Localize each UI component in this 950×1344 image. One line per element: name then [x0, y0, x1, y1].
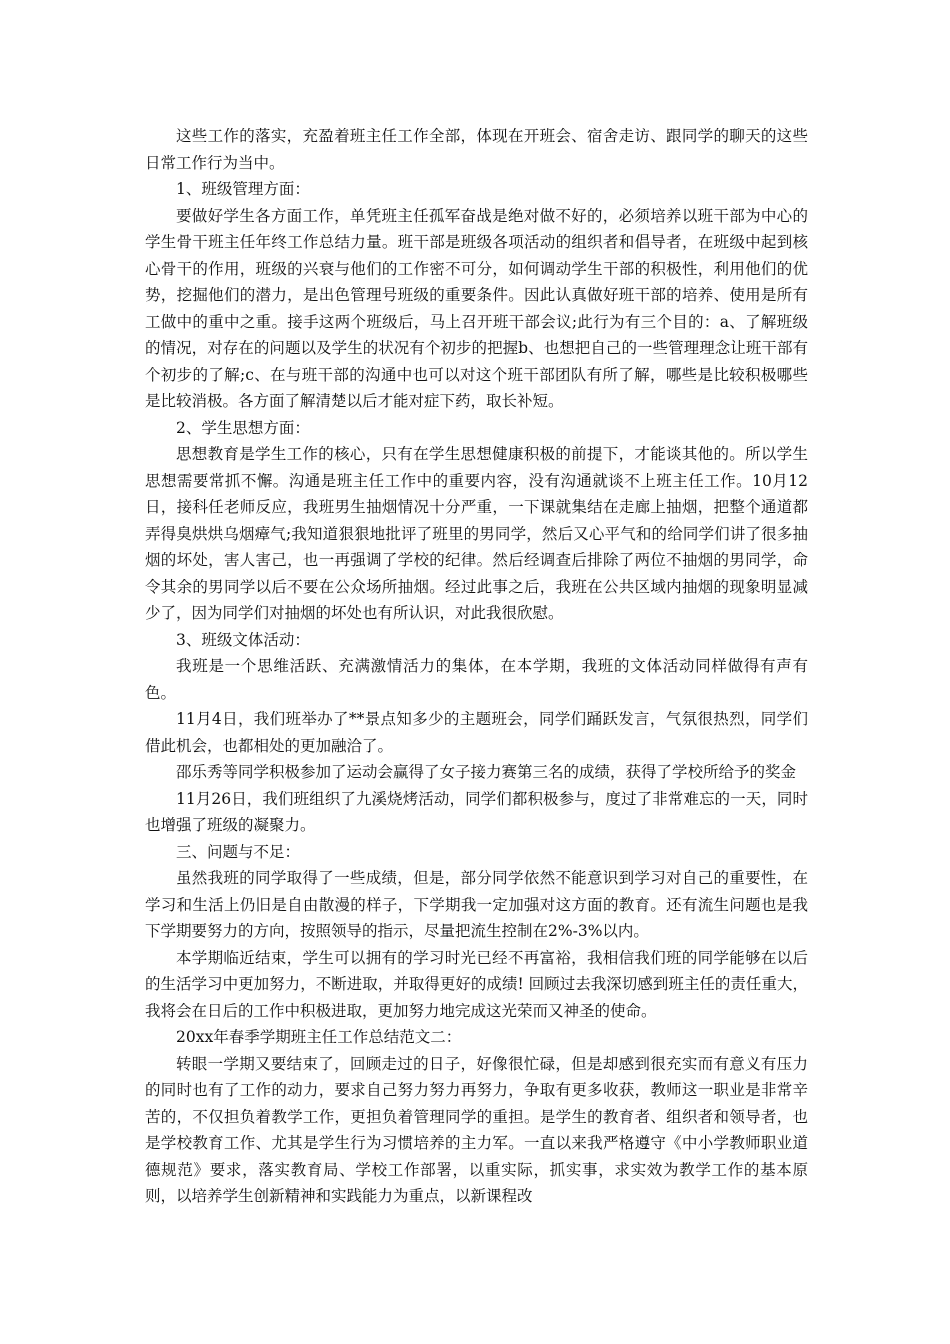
paragraph: 虽然我班的同学取得了一些成绩，但是，部分同学依然不能意识到学习对自己的重要性，在学习和生活上仍旧是自由散漫的样子，下学期我一定加强对这方面的教育。还有流生问题也是我下学期要努力的方向，按照领导的指示，尽量把流生控制在2%-3%以内。 — [145, 869, 808, 940]
paragraph: 本学期临近结束，学生可以拥有的学习时光已经不再富裕，我相信我们班的同学能够在以后的生活学习中更加努力，不断进取，并取得更好的成绩! 回顾过去我深切感到班主任的责任重大，我将会在日后的工作中积极进取，更加努力地完成这光荣而又神圣的使命。 — [145, 948, 808, 1020]
paragraph: 思想教育是学生工作的核心，只有在学生思想健康积极的前提下，才能谈其他的。所以学生思想需要常抓不懈。沟通是班主任工作中的重要内容，没有沟通就谈不上班主任工作。10月12日，接科任老师反应，我班男生抽烟情况十分严重，一下课就集结在走廊上抽烟，把整个通道都弄得臭烘烘乌烟瘴气;我知道狠狠地批评了班里的男同学，然后又心平气和的给同学们讲了很多抽烟的坏处，害人害己，也一再强调了学校的纪律。然后经调查后排除了两位不抽烟的男同学，命令其余的男同学以后不要在公众场所抽烟。经过此事之后，我班在公共区域内抽烟的现象明显减少了，因为同学们对抽烟的坏处也有所认识，对此我很欣慰。 — [145, 445, 808, 622]
section-heading-problems: 三、问题与不足： — [176, 842, 301, 861]
paragraph: 我班是一个思维活跃、充满激情活力的集体，在本学期，我班的文体活动同样做得有声有色。 — [145, 657, 808, 702]
section-heading-class-management: 1、班级管理方面： — [176, 180, 310, 198]
section-heading-sample-two: 20xx年春季学期班主任工作总结范文二： — [176, 1028, 462, 1046]
paragraph: 邵乐秀等同学积极参加了运动会赢得了女子接力赛第三名的成绩，获得了学校所给予的奖金 — [176, 763, 797, 781]
paragraph: 转眼一学期又要结束了，回顾走过的日子，好像很忙碌，但是却感到很充实而有意义有压力的同时也有了工作的动力，要求自己努力努力再努力，争取有更多收获，教师这一职业是非常辛苦的，不仅担负着教学工作，更担负着管理同学的重担。是学生的教育者、组织者和领导者，也是学校教育工作、尤其是学生行为习惯培养的主力军。一直以来我严格遵守《中小学教师职业道德规范》要求，落实教育局、学校工作部署，以重实际，抓实事，求实效为教学工作的基本原则，以培养学生创新精神和实践能力为重点，以新课程改 — [145, 1054, 808, 1205]
paragraph: 这些工作的落实，充盈着班主任工作全部，体现在开班会、宿舍走访、跟同学的聊天的这些日常工作行为当中。 — [145, 127, 808, 172]
document-body — [145, 123, 808, 1210]
paragraph: 要做好学生各方面工作，单凭班主任孤军奋战是绝对做不好的，必须培养以班干部为中心的学生骨干班主任年终工作总结力量。班干部是班级各项活动的组织者和倡导者，在班级中起到核心骨干的作用，班级的兴衰与他们的工作密不可分，如何调动学生干部的积极性，利用他们的优势，挖掘他们的潜力，是出色管理号班级的重要条件。因此认真做好班干部的培养、使用是所有工做中的重中之重。接手这两个班级后，马上召开班干部会议;此行为有三个目的：a、了解班级的情况，对存在的问题以及学生的状况有个初步的把握b、也想把自己的一些管理理念让班干部有个初步的了解;c、在与班干部的沟通中也可以对这个班干部团队有所了解，哪些是比较积极哪些是比较消极。各方面了解清楚以后才能对症下药，取长补短。 — [145, 206, 808, 410]
paragraph: 11月26日，我们班组织了九溪烧烤活动，同学们都积极参与，度过了非常难忘的一天，同时也增强了班级的凝聚力。 — [145, 789, 808, 834]
paragraph: 11月4日，我们班举办了**景点知多少的主题班会，同学们踊跃发言，气氛很热烈，同学们借此机会，也都相处的更加融洽了。 — [145, 710, 808, 755]
section-heading-student-thought: 2、学生思想方面： — [176, 418, 310, 437]
section-heading-activities: 3、班级文体活动： — [176, 630, 310, 649]
